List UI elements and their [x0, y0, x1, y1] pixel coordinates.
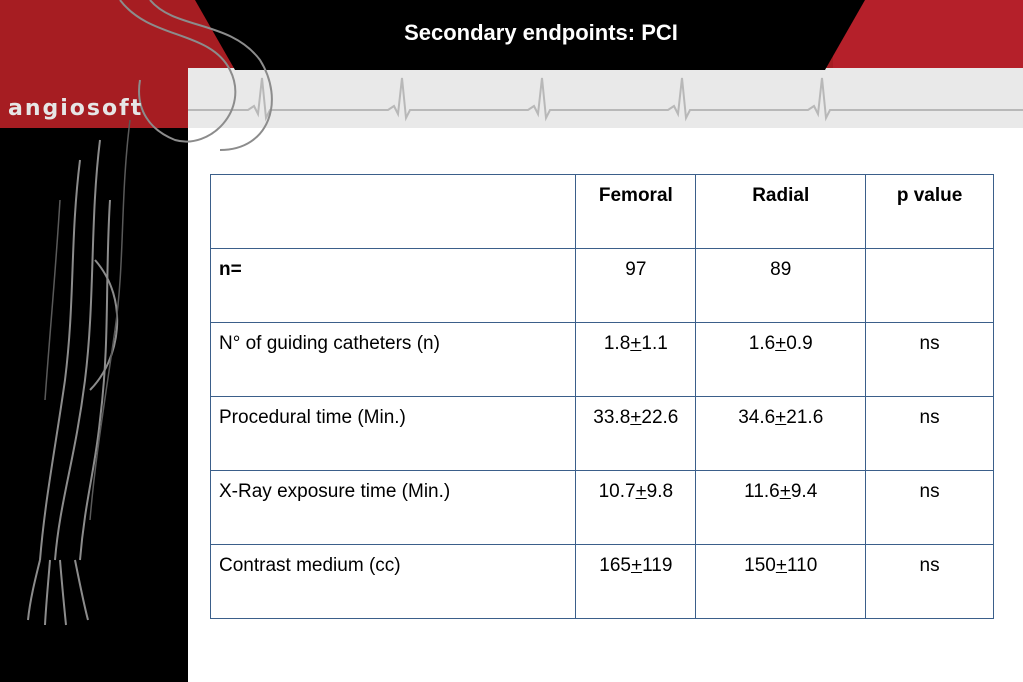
row-label: n=: [211, 249, 576, 323]
table-row: [211, 545, 994, 619]
radial-value: 11.6+9.4: [696, 471, 866, 545]
p-value: ns: [866, 545, 994, 619]
header-p-value: p value: [866, 175, 994, 249]
ecg-band: [188, 68, 1023, 128]
radial-value: 34.6+21.6: [696, 397, 866, 471]
p-value: [866, 249, 994, 323]
radial-value: 89: [696, 249, 866, 323]
angiosoft-logo: angiosoft: [8, 96, 144, 121]
p-value: ns: [866, 397, 994, 471]
header-cell-empty: [211, 175, 576, 249]
table-row: [211, 249, 994, 323]
row-label: Contrast medium (cc): [211, 545, 576, 619]
endpoints-table: [210, 174, 994, 619]
p-value: ns: [866, 471, 994, 545]
table-row: [211, 397, 994, 471]
femoral-value: 1.8+1.1: [576, 323, 696, 397]
femoral-value: 165+119: [576, 545, 696, 619]
table-row: [211, 471, 994, 545]
row-label: Procedural time (Min.): [211, 397, 576, 471]
table-header-row: [211, 175, 994, 249]
p-value: ns: [866, 323, 994, 397]
slide-title: Secondary endpoints: PCI: [404, 20, 678, 45]
radial-value: 150+110: [696, 545, 866, 619]
row-label: N° of guiding catheters (n): [211, 323, 576, 397]
femoral-value: 33.8+22.6: [576, 397, 696, 471]
table-row: [211, 323, 994, 397]
radial-value: 1.6+0.9: [696, 323, 866, 397]
femoral-value: 97: [576, 249, 696, 323]
header-radial: Radial: [696, 175, 866, 249]
row-label: X-Ray exposure time (Min.): [211, 471, 576, 545]
femoral-value: 10.7+9.8: [576, 471, 696, 545]
header-femoral: Femoral: [576, 175, 696, 249]
